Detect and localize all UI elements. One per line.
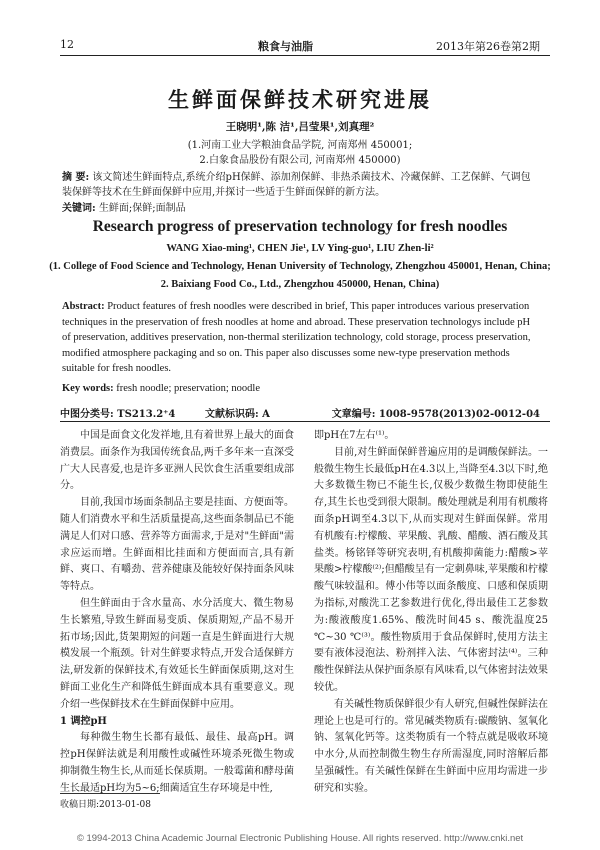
body-paragraph: 每种微生物生长都有最低、最佳、最高pH。调控pH保鲜法就是利用酸性或碱性环境杀死微生物或抑制微生物生长,从而延长保质期。一般霉菌和酵母菌生长最适pH均为5~6;细菌适宜生存环境是中性, (60, 732, 294, 794)
keywords-en-label: Key words: (62, 383, 114, 394)
title-en: Research progress of preservation technology for fresh noodles (92, 218, 508, 235)
document-code: 文献标识码: A (205, 409, 270, 420)
classification-rule (60, 421, 550, 422)
title-cn: 生鲜面保鲜技术研究进展 (168, 87, 432, 112)
body-paragraph: 中国是面食文化发祥地,且有着世界上最大的面食消费层。面条作为我国传统食品,两千多年来一直深受广大人民喜爱,也是许多亚洲人民饮食生活重要组成部分。 (60, 430, 294, 492)
clc-number: 中图分类号: TS213.2⁺4 (60, 409, 176, 420)
abstract-cn (62, 170, 540, 200)
keywords-en (62, 381, 540, 397)
journal-name: 粮食与油脂 (258, 40, 313, 53)
received-date: 收稿日期:2013-01-08 (60, 800, 151, 810)
page-number: 12 (60, 38, 74, 51)
abstract-en-label: Abstract: (62, 301, 105, 312)
abstract-en (62, 299, 540, 377)
affiliation-en-1: (1. College of Food Science and Technology, Henan University of Technology, Zhengzhou 450001, Henan, China; (49, 261, 551, 272)
footnote-rule (60, 793, 160, 794)
affiliation-en-2: 2. Baixiang Food Co., Ltd., Zhengzhou 450000, Henan, China) (160, 279, 440, 290)
body-paragraph: 即pH在7左右⁽¹⁾。 (314, 430, 395, 441)
keywords-cn-label: 关键词: (62, 203, 96, 214)
keywords-en-text: fresh noodle; preservation; noodle (116, 383, 260, 394)
section-heading: 1 调控pH (60, 715, 107, 727)
body-paragraph: 但生鲜面由于含水量高、水分活度大、微生物易生长繁殖,导致生鲜面易变质、保质期短,产品不易开拓市场;因此,货架期短的问题一直是生鲜面进行大规模发展一个瓶颈。针对生鲜要求特点,开发合适保鲜方法,研发新的保鲜技术,有效延长生鲜面保质期,这对生鲜面工业化生产和降低生鲜面成本具有重要意义。现介绍一些保鲜技术在生鲜面保鲜中应用。 (60, 597, 294, 710)
affiliation-cn-1: (1.河南工业大学粮油食品学院, 河南郑州 450001; (187, 140, 413, 151)
body-paragraph: 有关碱性物质保鲜很少有人研究,但碱性保鲜法在理论上也是可行的。常见碱类物质有:碳酸钠、氢氧化钠、氢氧化钙等。这类物质有一个特点就是吸收环境中水分,从而控制微生物生存所需湿度,同时溶解后都呈强碱性。有关碱性保鲜在生鲜面中应用均需进一步研究和实验。 (314, 698, 548, 794)
authors-cn: 王晓明¹,陈 洁¹,吕莹果¹,刘真理² (225, 121, 375, 133)
authors-en: WANG Xiao-ming¹, CHEN Jie¹, LV Ying-guo¹, LIU Zhen-li² (166, 243, 434, 254)
body-paragraph: 目前,对生鲜面保鲜普遍应用的是调酸保鲜法。一般微生物生长最低pH在4.3以上,当降至4.3以下时,绝大多数微生物已不能生长,仅极少数微生物即使能生存,其生长也受到很大限制。酸处理就是利用有机酸将面条pH调至4.3以下,从而实现对生鲜面保鲜。常用有机酸有:柠檬酸、苹果酸、乳酸、醋酸、酒石酸及其盐类。杨铭铎等研究表明,有机酸抑菌能力:醋酸>苹果酸>柠檬酸⁽²⁾;但醋酸呈有一定刺鼻味,苹果酸和柠檬酸气味较温和。傅小伟等以面条酸度、口感和保质期为指标,对酸洗工艺参数进行优化,得出最佳工艺参数为:酸液酸度1.65%、酸洗时间45 s、酸洗温度25 ℃~30 ℃⁽³⁾。酸性物质用于食品保鲜时,使用方法主要有液体浸泡法、粉剂拌入法、气体密封法⁽⁴⁾。三种酸性保鲜法从保护面条原有风味看,以气体密封法效果较优。 (314, 446, 548, 693)
body-right-column (314, 428, 548, 798)
body-left-column (60, 428, 294, 798)
abstract-cn-label: 摘 要: (62, 172, 90, 183)
abstract-en-text: Product features of fresh noodles were described in brief, This paper introduces various preservation techniques in the preservation of fresh noodles at home and abroad. These preservation technologys include pH of preservation, additives preservation, non-thermal sterilization technology, cold storage, process preservation, modified atmosphere packaging and so on. This paper also discusses some new-type preservation methods suitable for fresh noodles. (62, 301, 531, 374)
header-rule (60, 55, 550, 56)
keywords-cn-text: 生鲜面;保鲜;面制品 (98, 203, 186, 214)
body-paragraph: 目前,我国市场面条制品主要是挂面、方便面等。随人们消费水平和生活质量提高,这些面条制品已不能满足人们对口感、营养等方面需求,于是对"生鲜面"需求应运而增。生鲜面相比挂面和方便面而言,具有新鲜、爽口、有嚼劲、营养健康及能较好保持面条风味等特点。 (60, 497, 294, 593)
abstract-cn-text: 该文简述生鲜面特点,系统介绍pH保鲜、添加剂保鲜、非热杀菌技术、冷藏保鲜、工艺保鲜、气调包装保鲜等技术在生鲜面保鲜中应用,并探讨一些适于生鲜面保鲜的新方法。 (62, 172, 531, 198)
issue-info: 2013年第26卷第2期 (436, 40, 540, 53)
affiliation-cn-2: 2.白象食品股份有限公司, 河南郑州 450000) (199, 155, 401, 166)
copyright-notice: © 1994-2013 China Academic Journal Electronic Publishing House. All rights reserved. http://www.cnki.net (76, 833, 524, 844)
keywords-cn (62, 201, 540, 216)
article-number: 文章编号: 1008-9578(2013)02-0012-04 (331, 409, 540, 420)
